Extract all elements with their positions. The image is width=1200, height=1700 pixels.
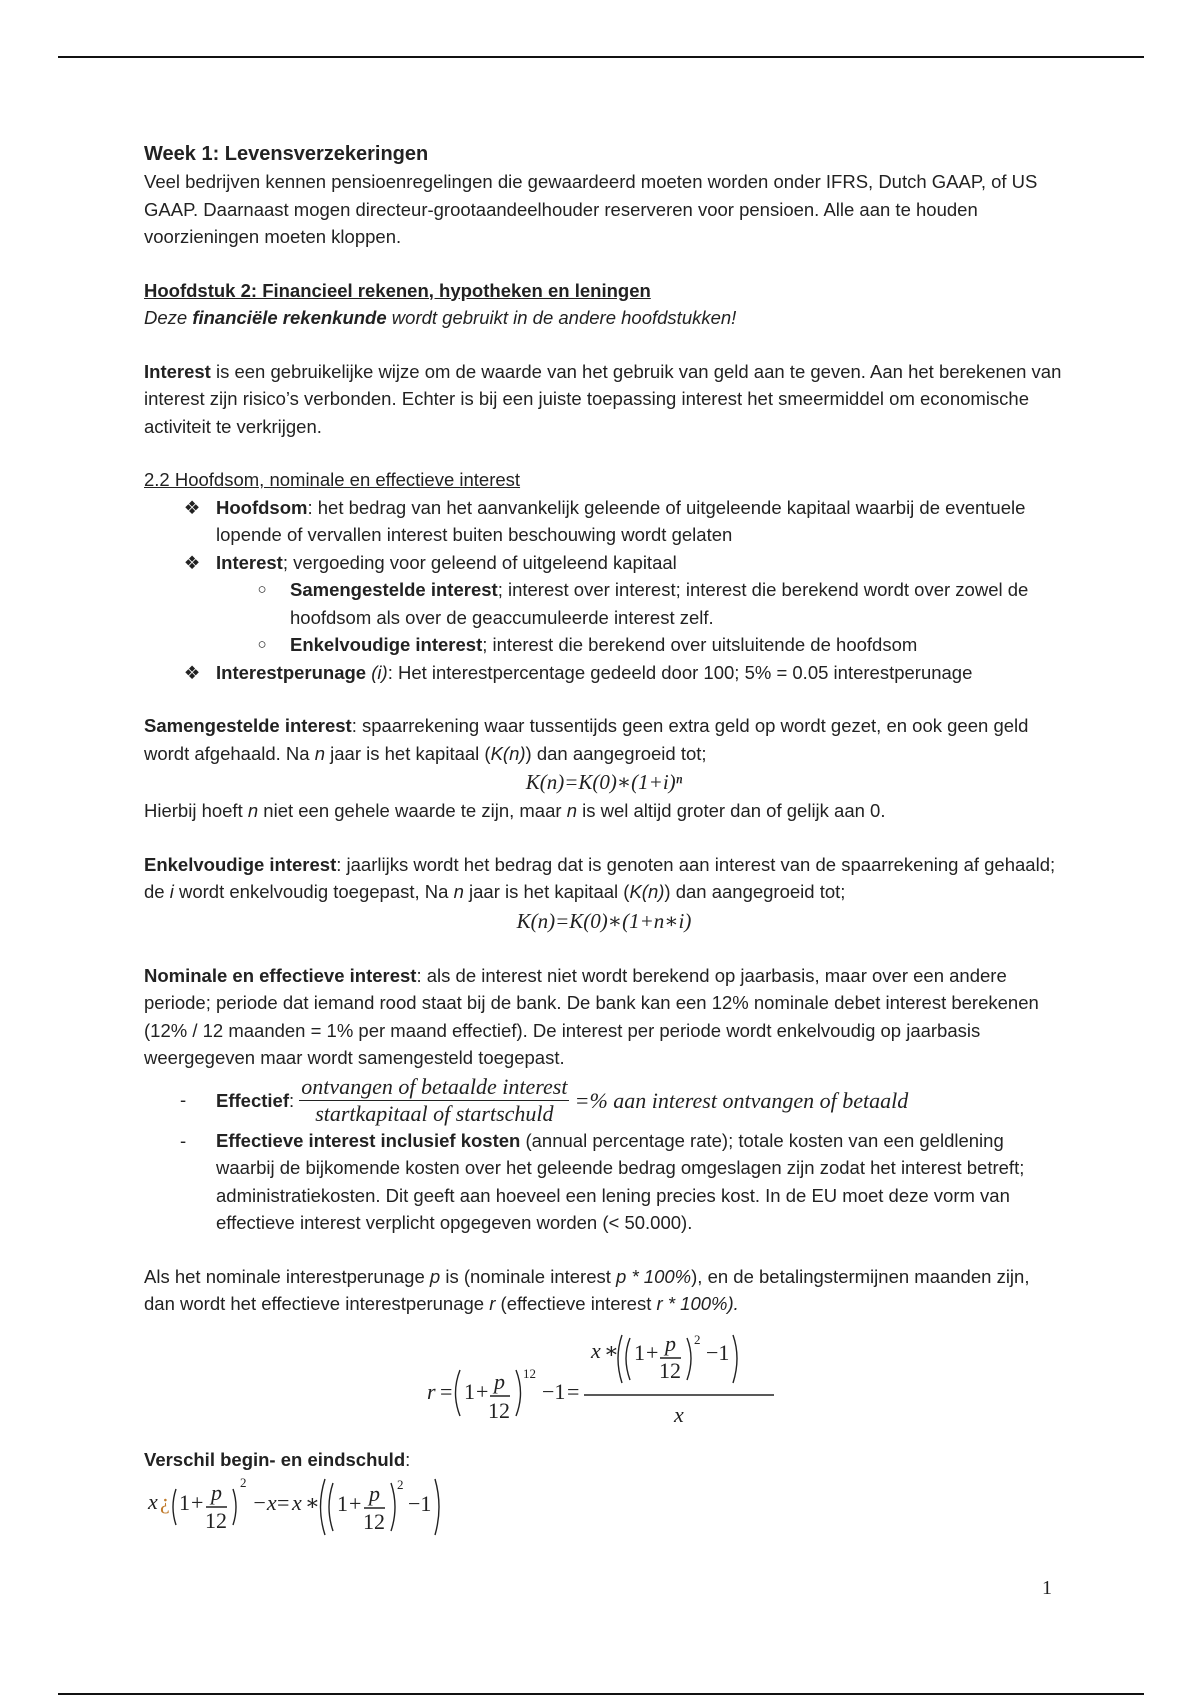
svg-text:x: x xyxy=(674,1401,684,1427)
svg-text:∗: ∗ xyxy=(604,1337,619,1363)
formula-samengesteld: K(n)=K(0)∗(1+i)ⁿ xyxy=(525,770,683,794)
enkelvoudig-paragraph: Enkelvoudige interest: jaarlijks wordt het bedrag dat is genoten aan interest van de spaarrekening af gehaald; de i wordt enkelvoudig toegepast, Na n jaar is het kapitaal (K(n)) dan aangegroeid tot; xyxy=(144,853,1056,902)
chapter-note: Deze financiële rekenkunde wordt gebruikt in de andere hoofdstukken! xyxy=(144,307,737,328)
svg-text:2: 2 xyxy=(397,1477,404,1492)
svg-text:2: 2 xyxy=(240,1475,247,1490)
svg-text:12: 12 xyxy=(659,1357,681,1383)
svg-text:=: = xyxy=(440,1378,453,1404)
svg-text:12: 12 xyxy=(488,1397,510,1423)
list-item-samengesteld: ○ Samengestelde interest; interest over interest; interest die berekend wordt over zowel de hoofdsom als over de geaccumuleerde interest zelf. xyxy=(144,576,1064,631)
svg-text:∗: ∗ xyxy=(305,1490,320,1515)
page-title: Week 1: Levensverzekeringen xyxy=(144,143,429,165)
nominaal-paragraph: Nominale en effectieve interest: als de interest niet wordt berekend op jaarbasis, maar over een andere periode; periode dat iemand rood staat bij de bank. De bank kan een 12% nominale debet interest berekenen (12% / 12 maanden = 1% per maand effectief). De interest per periode wordt enkelvoudig op jaarbasis weergegeven maar wordt samengesteld toegepast. xyxy=(144,964,1039,1068)
svg-text:=: = xyxy=(277,1490,290,1515)
samengesteld-note: Hierbij hoeft n niet een gehele waarde te zijn, maar n is wel altijd groter dan of gelijk aan 0. xyxy=(144,800,886,821)
dash-bullet-icon: - xyxy=(180,1088,187,1110)
effectief-fraction: $\frac{\text{ontvangen of betaalde interest}}{\text{startkapitaal of startschuld}}$ xyxy=(301,1073,568,1126)
svg-text:1: 1 xyxy=(179,1490,190,1515)
list-item-effectief: - Effectief: $\frac{\text{ontvangen of betaalde interest}}{\text{startkapitaal of startschuld}}$ =% aan interest ontvangen of betaald xyxy=(180,1073,909,1126)
dash-bullet-icon: - xyxy=(180,1129,187,1151)
intro-paragraph: Veel bedrijven kennen pensioenregelingen die gewaardeerd moeten worden onder IFRS, Dutch GAAP, of US GAAP. Daarnaast mogen directeur-grootaandeelhouder reserveren voor pensioen. Alle aan te houden voorzieningen moeten kloppen. xyxy=(144,171,1038,247)
list-item-apr: - Effectieve interest inclusief kosten (annual percentage rate); totale kosten van een geldlening waarbij de bijkomende kosten over het geleende bedrag omgeslagen zijn zodat het interest betreft; administratiekosten. Dit geeft aan hoeveel een lening precies kost. In de EU moet deze vorm van effectieve interest verplicht opgegeven worden (< 50.000). xyxy=(144,1127,1064,1237)
section-heading: 2.2 Hoofdsom, nominale en effectieve interest xyxy=(144,469,521,490)
svg-text:2: 2 xyxy=(694,1331,701,1347)
chapter-heading: Hoofdstuk 2: Financieel rekenen, hypotheken en leningen xyxy=(144,279,651,301)
verschil-heading: Verschil begin- en eindschuld: xyxy=(144,1448,411,1470)
formula-r-symbol: r xyxy=(427,1378,436,1404)
svg-text:p: p xyxy=(494,1368,505,1394)
formula-verschil xyxy=(144,1473,1064,1537)
svg-text:x: x xyxy=(591,1337,601,1363)
svg-text:+: + xyxy=(476,1378,489,1404)
diamond-bullet-icon: ❖ xyxy=(183,496,201,518)
circle-bullet-icon: ○ xyxy=(257,636,267,653)
svg-text:p: p xyxy=(665,1331,676,1356)
list-item-interest: ❖ Interest; vergoeding voor geleend of uitgeleend kapitaal xyxy=(144,549,1064,577)
svg-text:1: 1 xyxy=(337,1491,348,1516)
diamond-bullet-icon: ❖ xyxy=(183,551,201,573)
interest-paragraph: Interest is een gebruikelijke wijze om de waarde van het gebruik van geld aan te geven. Aan het berekenen van interest zijn risico’s verbonden. Echter is bij een juiste toepassing interest het smeermiddel om economische activiteit te verkrijgen. xyxy=(144,360,1062,437)
samengesteld-paragraph: Samengestelde interest: spaarrekening waar tussentijds geen extra geld op wordt gezet, en ook geen geld wordt afgehaald. Na n jaar is het kapitaal (K(n)) dan aangegroeid tot; xyxy=(144,715,1029,764)
svg-text:12: 12 xyxy=(205,1508,227,1533)
formula-effectief-r xyxy=(144,1332,1064,1432)
svg-text:−1: −1 xyxy=(408,1491,432,1516)
bottom-rule xyxy=(58,1693,1144,1695)
glyph-artifact: ¿ xyxy=(160,1489,170,1514)
diamond-bullet-icon: ❖ xyxy=(183,661,201,683)
top-rule xyxy=(58,56,1144,58)
svg-text:=: = xyxy=(567,1378,580,1404)
circle-bullet-icon: ○ xyxy=(257,581,267,598)
svg-text:p: p xyxy=(211,1480,222,1505)
page-number: 1 xyxy=(1042,1577,1052,1599)
svg-text:x: x xyxy=(292,1490,302,1515)
svg-text:12: 12 xyxy=(363,1509,385,1534)
svg-text:−1: −1 xyxy=(542,1378,566,1404)
svg-text:−1: −1 xyxy=(706,1339,730,1365)
svg-text:1: 1 xyxy=(634,1339,645,1365)
perunage-paragraph: Als het nominale interestperunage p is (nominale interest p * 100%), en de betalingstermijnen maanden zijn, dan wordt het effectieve interestperunage r (effectieve interest r * 100%). xyxy=(144,1265,1030,1314)
list-item-perunage: ❖ Interestperunage (i): Het interestpercentage gedeeld door 100; 5% = 0.05 interestperunage xyxy=(144,659,1064,687)
svg-text:+: + xyxy=(349,1491,362,1516)
svg-text:+: + xyxy=(191,1490,204,1515)
formula-enkelvoudig: K(n)=K(0)∗(1+n∗i) xyxy=(516,908,692,933)
svg-text:12: 12 xyxy=(523,1365,536,1381)
document-body xyxy=(144,140,1064,1537)
svg-text:−x: −x xyxy=(252,1490,277,1515)
svg-text:p: p xyxy=(369,1481,380,1506)
list-item-enkelvoudig: ○ Enkelvoudige interest; interest die berekend over uitsluitende de hoofdsom xyxy=(144,631,1064,659)
svg-text:x: x xyxy=(148,1489,158,1514)
list-item-hoofdsom: ❖ Hoofdsom: het bedrag van het aanvankelijk geleende of uitgeleende kapitaal waarbij de eventuele lopende of vervallen interest buiten beschouwing wordt gelaten xyxy=(144,494,1064,549)
svg-text:1: 1 xyxy=(464,1378,475,1404)
svg-text:+: + xyxy=(646,1339,659,1365)
